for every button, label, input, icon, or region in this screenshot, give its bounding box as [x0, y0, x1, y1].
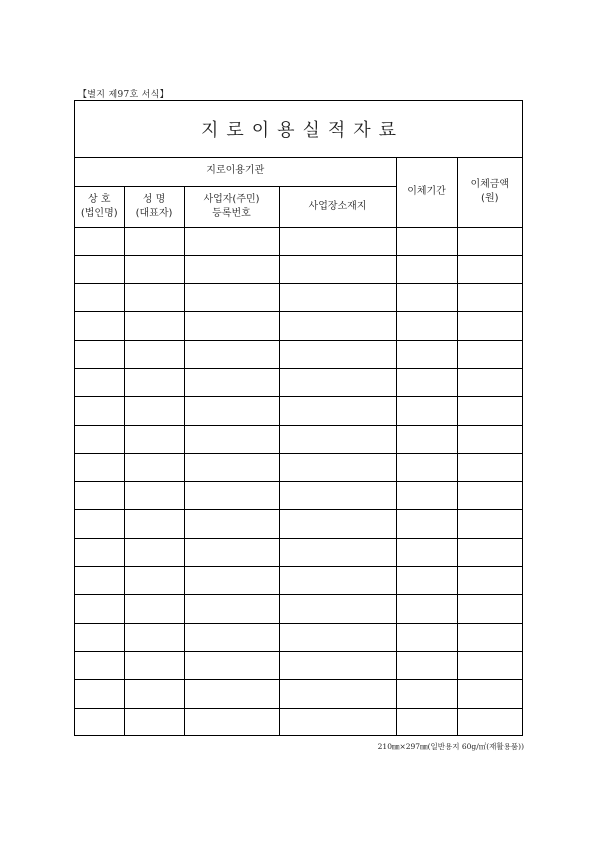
name-cell[interactable] [124, 312, 184, 340]
reg-no-cell[interactable] [184, 651, 279, 679]
transfer-period-cell[interactable] [396, 482, 457, 510]
transfer-amount-cell[interactable] [457, 510, 522, 538]
header-giro-org: 지로이용기관 [75, 157, 396, 186]
header-name-line1: 성 명 [142, 193, 166, 205]
name-cell[interactable] [124, 708, 184, 736]
table-row [75, 397, 522, 425]
paper-spec-footer: 210㎜×297㎜(일반용지 60g/㎡(재활용품)) [377, 742, 524, 751]
name-cell[interactable] [124, 255, 184, 283]
transfer-period-cell[interactable] [396, 255, 457, 283]
form-frame [74, 100, 523, 736]
table-row [75, 284, 522, 312]
transfer-period-cell[interactable] [396, 510, 457, 538]
header-reg-no [184, 186, 279, 227]
name-cell[interactable] [124, 453, 184, 481]
transfer-amount-cell[interactable] [457, 538, 522, 566]
reg-no-cell[interactable] [184, 368, 279, 396]
reg-no-cell[interactable] [184, 453, 279, 481]
transfer-amount-cell[interactable] [457, 284, 522, 312]
transfer-amount-cell[interactable] [457, 453, 522, 481]
trade-name-cell[interactable] [75, 425, 124, 453]
transfer-amount-cell[interactable] [457, 595, 522, 623]
trade-name-cell[interactable] [75, 284, 124, 312]
name-cell[interactable] [124, 284, 184, 312]
table-row [75, 595, 522, 623]
table-row [75, 538, 522, 566]
table-row [75, 708, 522, 736]
name-cell[interactable] [124, 482, 184, 510]
transfer-amount-cell[interactable] [457, 680, 522, 708]
name-cell[interactable] [124, 425, 184, 453]
address-cell[interactable] [279, 567, 396, 595]
reg-no-cell[interactable] [184, 510, 279, 538]
table-row [75, 651, 522, 679]
address-cell[interactable] [279, 227, 396, 255]
table-row [75, 453, 522, 481]
address-cell[interactable] [279, 680, 396, 708]
reg-no-cell[interactable] [184, 227, 279, 255]
header-trade-name [75, 186, 124, 227]
address-cell[interactable] [279, 623, 396, 651]
transfer-period-cell[interactable] [396, 340, 457, 368]
trade-name-cell[interactable] [75, 397, 124, 425]
address-cell[interactable] [279, 368, 396, 396]
reg-no-cell[interactable] [184, 255, 279, 283]
reg-no-cell[interactable] [184, 595, 279, 623]
transfer-amount-cell[interactable] [457, 567, 522, 595]
transfer-period-cell[interactable] [396, 453, 457, 481]
reg-no-cell[interactable] [184, 340, 279, 368]
trade-name-cell[interactable] [75, 538, 124, 566]
transfer-amount-cell[interactable] [457, 425, 522, 453]
address-cell[interactable] [279, 482, 396, 510]
address-cell[interactable] [279, 651, 396, 679]
name-cell[interactable] [124, 510, 184, 538]
header-reg-no-line1: 사업자(주민) [203, 193, 260, 205]
reg-no-cell[interactable] [184, 623, 279, 651]
reg-no-cell[interactable] [184, 397, 279, 425]
reg-no-cell[interactable] [184, 425, 279, 453]
trade-name-cell[interactable] [75, 595, 124, 623]
reg-no-cell[interactable] [184, 708, 279, 736]
header-transfer-period: 이체기간 [396, 157, 457, 227]
trade-name-cell[interactable] [75, 453, 124, 481]
trade-name-cell[interactable] [75, 708, 124, 736]
name-cell[interactable] [124, 623, 184, 651]
name-cell[interactable] [124, 227, 184, 255]
name-cell[interactable] [124, 397, 184, 425]
transfer-period-cell[interactable] [396, 567, 457, 595]
transfer-period-cell[interactable] [396, 312, 457, 340]
header-name [124, 186, 184, 227]
table-row [75, 680, 522, 708]
name-cell[interactable] [124, 340, 184, 368]
trade-name-cell[interactable] [75, 680, 124, 708]
records-table [75, 157, 522, 736]
transfer-period-cell[interactable] [396, 368, 457, 396]
transfer-amount-cell[interactable] [457, 651, 522, 679]
form-number-label: 【별지 제97호 서식】 [78, 90, 169, 100]
transfer-amount-cell[interactable] [457, 397, 522, 425]
reg-no-cell[interactable] [184, 284, 279, 312]
form-title: 지로이용실적자료 [200, 120, 405, 141]
table-row [75, 425, 522, 453]
name-cell[interactable] [124, 567, 184, 595]
title-box [75, 101, 522, 158]
address-cell[interactable] [279, 425, 396, 453]
transfer-amount-cell[interactable] [457, 312, 522, 340]
transfer-period-cell[interactable] [396, 651, 457, 679]
table-row [75, 510, 522, 538]
table-row [75, 340, 522, 368]
trade-name-cell[interactable] [75, 651, 124, 679]
transfer-period-cell[interactable] [396, 680, 457, 708]
records-body [75, 227, 522, 736]
address-cell[interactable] [279, 538, 396, 566]
address-cell[interactable] [279, 255, 396, 283]
transfer-period-cell[interactable] [396, 708, 457, 736]
transfer-period-cell[interactable] [396, 425, 457, 453]
header-transfer-amount-line1: 이체금액 [470, 178, 510, 190]
address-cell[interactable] [279, 312, 396, 340]
table-row [75, 312, 522, 340]
table-row [75, 567, 522, 595]
name-cell[interactable] [124, 595, 184, 623]
trade-name-cell[interactable] [75, 255, 124, 283]
reg-no-cell[interactable] [184, 680, 279, 708]
transfer-amount-cell[interactable] [457, 340, 522, 368]
header-address: 사업장소재지 [279, 186, 396, 227]
name-cell[interactable] [124, 680, 184, 708]
address-cell[interactable] [279, 453, 396, 481]
transfer-period-cell[interactable] [396, 595, 457, 623]
trade-name-cell[interactable] [75, 482, 124, 510]
transfer-period-cell[interactable] [396, 397, 457, 425]
trade-name-cell[interactable] [75, 312, 124, 340]
transfer-amount-cell[interactable] [457, 482, 522, 510]
trade-name-cell[interactable] [75, 510, 124, 538]
address-cell[interactable] [279, 595, 396, 623]
reg-no-cell[interactable] [184, 567, 279, 595]
trade-name-cell[interactable] [75, 567, 124, 595]
name-cell[interactable] [124, 651, 184, 679]
header-reg-no-line2: 등록번호 [212, 207, 251, 219]
name-cell[interactable] [124, 368, 184, 396]
header-transfer-amount-line2: (원) [481, 192, 499, 204]
header-trade-name-line1: 상 호 [88, 193, 111, 205]
address-cell[interactable] [279, 340, 396, 368]
header-name-line2: (대표자) [135, 207, 173, 219]
header-transfer-amount [457, 157, 522, 227]
table-row [75, 368, 522, 396]
transfer-period-cell[interactable] [396, 538, 457, 566]
reg-no-cell[interactable] [184, 538, 279, 566]
trade-name-cell[interactable] [75, 227, 124, 255]
header-trade-name-line2: (법인명) [80, 207, 118, 219]
table-row [75, 482, 522, 510]
table-row [75, 227, 522, 255]
table-row [75, 623, 522, 651]
name-cell[interactable] [124, 538, 184, 566]
trade-name-cell[interactable] [75, 623, 124, 651]
transfer-amount-cell[interactable] [457, 227, 522, 255]
address-cell[interactable] [279, 510, 396, 538]
reg-no-cell[interactable] [184, 312, 279, 340]
trade-name-cell[interactable] [75, 340, 124, 368]
address-cell[interactable] [279, 708, 396, 736]
transfer-amount-cell[interactable] [457, 623, 522, 651]
transfer-period-cell[interactable] [396, 623, 457, 651]
transfer-amount-cell[interactable] [457, 368, 522, 396]
transfer-period-cell[interactable] [396, 227, 457, 255]
transfer-amount-cell[interactable] [457, 255, 522, 283]
address-cell[interactable] [279, 284, 396, 312]
transfer-period-cell[interactable] [396, 284, 457, 312]
trade-name-cell[interactable] [75, 368, 124, 396]
address-cell[interactable] [279, 397, 396, 425]
transfer-amount-cell[interactable] [457, 708, 522, 736]
header-row-1 [75, 157, 522, 186]
table-row [75, 255, 522, 283]
reg-no-cell[interactable] [184, 482, 279, 510]
